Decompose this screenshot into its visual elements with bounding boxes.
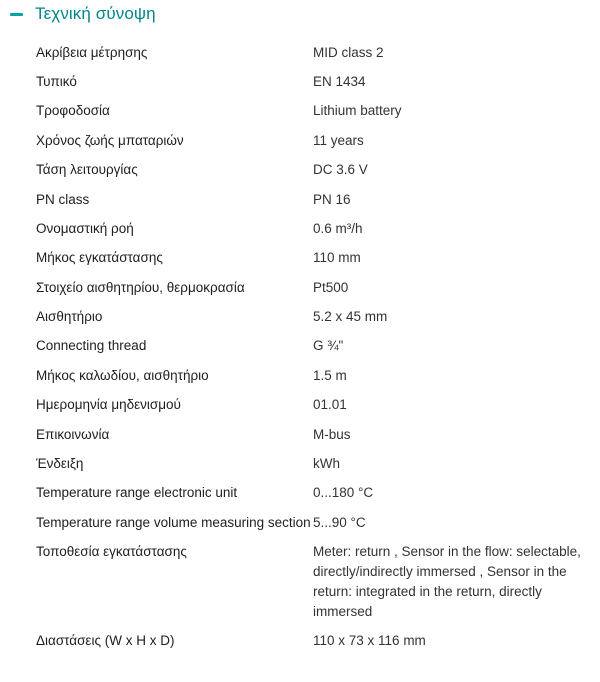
spec-value: DC 3.6 V xyxy=(313,162,368,178)
spec-label: PN class xyxy=(36,191,90,207)
spec-label: Διαστάσεις (W x H x D) xyxy=(36,633,175,649)
spec-value: EN 1434 xyxy=(313,74,366,90)
spec-row xyxy=(36,185,586,214)
spec-row xyxy=(36,332,586,361)
spec-label: Στοιχείο αισθητηρίου, θερμοκρασία xyxy=(36,279,245,295)
spec-row xyxy=(36,126,586,155)
spec-row xyxy=(36,420,586,449)
spec-label: Μήκος καλωδίου, αισθητήριο xyxy=(36,367,209,383)
spec-value: Lithium battery xyxy=(313,103,402,119)
spec-row xyxy=(36,273,586,302)
section-title: Τεχνική σύνοψη xyxy=(35,4,156,23)
spec-value: 110 x 73 x 116 mm xyxy=(313,633,426,649)
spec-row xyxy=(36,156,586,185)
spec-label: Ακρίβεια μέτρησης xyxy=(36,44,148,60)
spec-row xyxy=(36,391,586,420)
spec-value: 11 years xyxy=(313,132,364,148)
spec-value: 0...180 °C xyxy=(313,485,374,501)
spec-row xyxy=(36,361,586,390)
spec-value: MID class 2 xyxy=(313,44,384,60)
spec-label: Αισθητήριο xyxy=(36,309,103,325)
spec-value: M-bus xyxy=(313,426,351,442)
spec-row xyxy=(36,214,586,243)
section-header-toggle[interactable] xyxy=(10,3,156,25)
spec-label: Ένδειξη xyxy=(36,455,84,471)
spec-row xyxy=(36,38,586,67)
spec-label: Temperature range volume measuring section xyxy=(36,514,311,530)
spec-label: Χρόνος ζωής μπαταριών xyxy=(36,132,184,148)
spec-label: Μήκος εγκατάστασης xyxy=(36,250,163,266)
spec-label: Τοποθεσία εγκατάστασης xyxy=(36,544,187,560)
spec-label: Τάση λειτουργίας xyxy=(36,162,138,178)
technical-summary-table xyxy=(36,38,586,656)
spec-label: Τροφοδοσία xyxy=(36,103,110,119)
spec-value: Meter: return , Sensor in the flow: selectable, directly/indirectly immersed , Sensor in the return: integrated in the return, directly immersed xyxy=(313,544,581,620)
minus-icon[interactable] xyxy=(10,13,23,16)
spec-table-body xyxy=(36,38,586,656)
spec-label: Temperature range electronic unit xyxy=(36,485,238,501)
spec-value: Pt500 xyxy=(313,279,349,295)
spec-value: PN 16 xyxy=(313,191,351,207)
spec-value: G ¾" xyxy=(313,338,344,354)
spec-row xyxy=(36,479,586,508)
spec-label: Τυπικό xyxy=(36,74,77,90)
spec-row xyxy=(36,67,586,96)
spec-label: Connecting thread xyxy=(36,338,147,354)
spec-value: 5.2 x 45 mm xyxy=(313,309,388,325)
spec-value: kWh xyxy=(313,455,340,471)
spec-row xyxy=(36,302,586,331)
spec-value: 110 mm xyxy=(313,250,361,266)
spec-row xyxy=(36,537,586,626)
spec-row xyxy=(36,244,586,273)
spec-label: Ημερομηνία μηδενισμού xyxy=(36,397,181,413)
spec-row xyxy=(36,627,586,656)
spec-value: 0.6 m³/h xyxy=(313,220,363,236)
spec-label: Επικοινωνία xyxy=(36,426,110,442)
spec-value: 5...90 °C xyxy=(313,514,366,530)
spec-label: Ονομαστική ροή xyxy=(36,220,134,236)
spec-row xyxy=(36,449,586,478)
spec-row xyxy=(36,97,586,126)
spec-value: 1.5 m xyxy=(313,367,347,383)
spec-value: 01.01 xyxy=(313,397,347,413)
spec-row xyxy=(36,508,586,537)
